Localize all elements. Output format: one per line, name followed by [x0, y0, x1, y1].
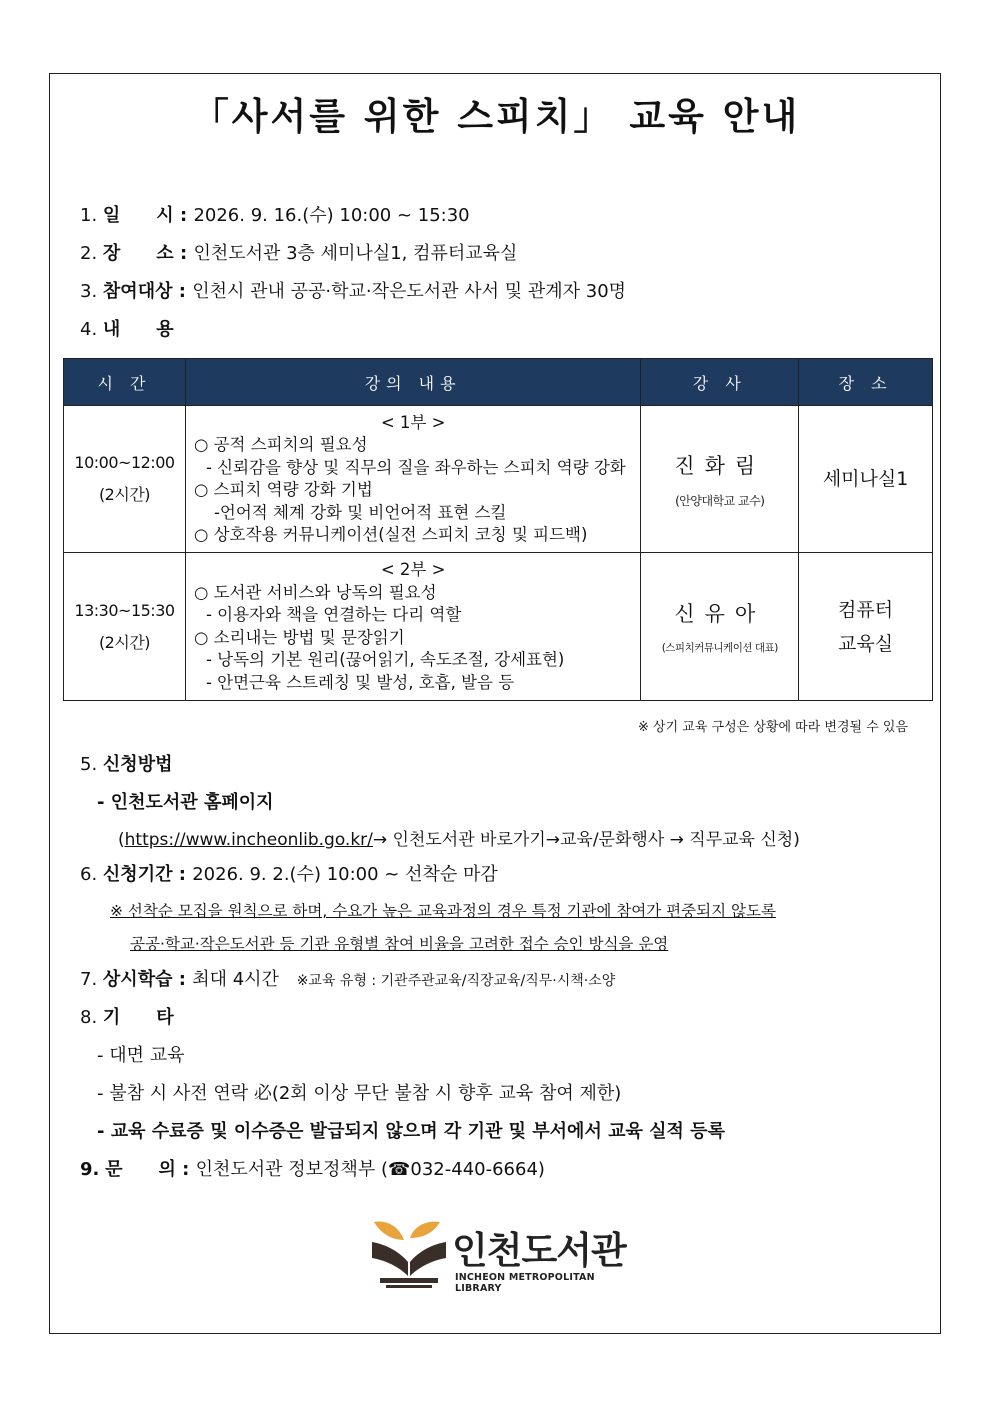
table-header-row	[64, 359, 933, 406]
period-note-2: 공공·학교·작은도서관 등 기관 유형별 참여 비율을 고려한 접수 승인 방식을 운영	[130, 935, 669, 953]
header-time: 시 간	[64, 359, 186, 406]
learning-line: 7. 상시학습 : 최대 4시간 ※교육 유형 : 기관주관교육/직장교육/직무·시책·소양	[80, 969, 616, 990]
table-row	[64, 406, 933, 553]
row-lecturer-cell	[641, 553, 799, 701]
place-line: 교육실	[838, 632, 894, 655]
apply-path: (https://www.incheonlib.go.kr/→ 인천도서관 바로가기→교육/문화행사 → 직무교육 신청)	[118, 830, 800, 850]
etc-item: - 교육 수료증 및 이수증은 발급되지 않으며 각 기관 및 부서에서 교육 실적 등록	[97, 1121, 725, 1142]
content-line: - 안면근육 스트레칭 및 발성, 호흡, 발음 등	[205, 672, 515, 692]
content-line: ○ 소리내는 방법 및 문장읽기	[193, 627, 405, 647]
part-label: < 2부 >	[380, 560, 446, 579]
row-content-cell	[185, 553, 640, 701]
page-title: 「사서를 위한 스피치」 교육 안내	[191, 95, 801, 138]
schedule-table	[63, 358, 933, 701]
library-logo	[370, 1218, 630, 1294]
row-content-cell	[185, 406, 640, 553]
session-time: 13:30~15:30	[74, 600, 175, 620]
apply-method: - 인천도서관 홈페이지	[97, 792, 274, 813]
info-target: 3. 참여대상 : 인천시 관내 공공·학교·작은도서관 사서 및 관계자 30명	[80, 281, 627, 302]
apply-heading: 5. 신청방법	[80, 754, 173, 775]
place-line: 컴퓨터	[838, 598, 894, 621]
table-note: ※ 상기 교육 구성은 상황에 따라 변경될 수 있음	[638, 720, 908, 735]
etc-item: - 불참 시 사전 연락 必(2회 이상 무단 불참 시 향후 교육 참여 제한)	[97, 1083, 622, 1104]
lecturer-name: 신유아	[674, 602, 766, 626]
session-duration: (2시간)	[98, 485, 151, 504]
content-line: ○ 스피치 역량 강화 기법	[193, 480, 373, 499]
logo-subtitle: INCHEON METROPOLITAN LIBRARY	[455, 1272, 595, 1294]
row-place-cell	[799, 406, 933, 553]
session-time: 10:00~12:00	[74, 453, 175, 472]
info-place: 2. 장 소 : 인천도서관 3층 세미나실1, 컴퓨터교육실	[80, 243, 518, 264]
etc-item: - 대면 교육	[97, 1045, 185, 1066]
table-row	[64, 553, 933, 701]
content-line: - 신뢰감을 향상 및 직무의 질을 좌우하는 스피치 역량 강화	[205, 457, 626, 477]
etc-heading: 8. 기 타	[80, 1007, 174, 1028]
content-line: ○ 상호작용 커뮤니케이션(실전 스피치 코칭 및 피드백)	[193, 525, 588, 544]
session-duration: (2시간)	[98, 632, 151, 652]
content-line: -언어적 체계 강화 및 비언어적 표현 스킬	[213, 502, 507, 522]
homepage-link[interactable]: https://www.incheonlib.go.kr/	[124, 830, 373, 850]
book-leaf-icon	[370, 1218, 450, 1290]
place-line: 세미나실1	[822, 468, 909, 490]
period-note-1: ※ 선착순 모집을 원칙으로 하며, 수요가 높은 교육과정의 경우 특정 기관에 참여가 편중되지 않도록	[110, 902, 776, 920]
row-place-cell	[799, 553, 933, 701]
header-lecturer: 강 사	[641, 359, 799, 406]
info-content: 4. 내 용	[80, 319, 174, 340]
row-time-cell	[64, 406, 186, 553]
part-label: < 1부 >	[380, 412, 446, 432]
period-line: 6. 신청기간 : 2026. 9. 2.(수) 10:00 ~ 선착순 마감	[80, 864, 498, 885]
content-line: ○ 공적 스피치의 필요성	[193, 435, 368, 454]
row-lecturer-cell	[641, 406, 799, 553]
lecturer-name: 진화림	[674, 453, 766, 478]
lecturer-affiliation: (안양대학교 교수)	[675, 493, 765, 508]
inquiry-line: 9. 문 의 : 인천도서관 정보정책부 (☎032-440-6664)	[80, 1159, 545, 1180]
content-line: - 이용자와 책을 연결하는 다리 역할	[205, 605, 462, 624]
logo-name: 인천도서관	[452, 1229, 626, 1272]
content-line: ○ 도서관 서비스와 낭독의 필요성	[193, 582, 437, 602]
row-time-cell	[64, 553, 186, 701]
header-content: 강의 내용	[185, 359, 640, 406]
info-date: 1. 일 시 : 2026. 9. 16.(수) 10:00 ~ 15:30	[80, 205, 470, 226]
content-line: - 낭독의 기본 원리(끊어읽기, 속도조절, 강세표현)	[205, 650, 565, 669]
lecturer-affiliation: (스피치커뮤니케이션 대표)	[661, 642, 778, 654]
header-place: 장 소	[799, 359, 933, 406]
